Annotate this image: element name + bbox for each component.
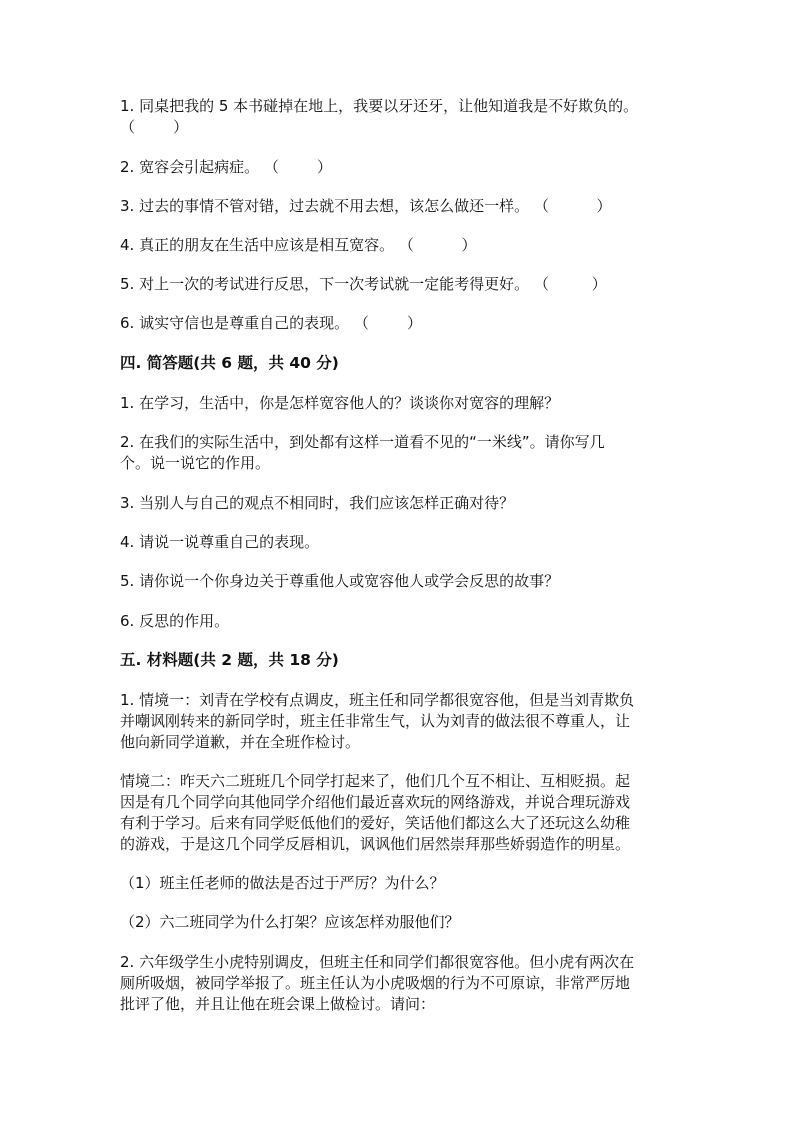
material-2-line-3: 批评了他，并且让他在班会课上做检讨。请问：	[120, 995, 436, 1013]
short-answer-question-4: 4. 请说一说尊重自己的表现。	[120, 533, 320, 551]
material-1-line-3: 他向新同学道歉，并在全班作检讨。	[120, 733, 361, 751]
section-heading-short-answer: 四. 简答题(共 6 题，共 40 分)	[120, 354, 339, 372]
answer-blank[interactable]: （ ）	[353, 314, 423, 332]
judgement-text: 4. 真正的朋友在生活中应该是相互宽容。	[120, 236, 395, 254]
judgement-item-1	[120, 96, 680, 116]
short-answer-question-6: 6. 反思的作用。	[120, 612, 230, 630]
judgement-item-2	[120, 157, 680, 177]
answer-blank[interactable]: （ ）	[120, 118, 189, 136]
judgement-item-3	[120, 196, 680, 216]
material-1-line-2: 并嘲讽刚转来的新同学时，班主任非常生气，认为刘青的做法很不尊重人，让	[120, 712, 631, 730]
judgement-text: 3. 过去的事情不管对错，过去就不用去想，该怎么做还一样。	[120, 197, 530, 215]
answer-blank[interactable]: （ ）	[533, 275, 607, 293]
judgement-item-4	[120, 235, 680, 255]
judgement-text: 6. 诚实守信也是尊重自己的表现。	[120, 314, 350, 332]
judgement-item-1-blank	[120, 117, 680, 137]
short-answer-question-2-cont: 个。说一说它的作用。	[120, 454, 271, 472]
short-answer-question-5: 5. 请你说一个你身边关于尊重他人或宽容他人或学会反思的故事？	[120, 572, 560, 590]
answer-blank[interactable]: （ ）	[533, 197, 612, 215]
short-answer-question-3: 3. 当别人与自己的观点不相同时，我们应该怎样正确对待？	[120, 494, 515, 512]
judgement-text: 1. 同桌把我的 5 本书碰掉在地上，我要以牙还牙，让他知道我是不好欺负的。	[120, 97, 639, 115]
material-1-line-1: 1. 情境一：刘青在学校有点调皮，班主任和同学都很宽容他，但是当刘青欺负	[120, 691, 635, 709]
judgement-item-6	[120, 313, 680, 333]
short-answer-question-2: 2. 在我们的实际生活中，到处都有这样一道看不见的“一米线”。请你写几	[120, 433, 605, 451]
judgement-text: 2. 宽容会引起病症。	[120, 158, 260, 176]
scenario-2-line-4: 的游戏，于是这几个同学反唇相讥，讽讽他们居然崇拜那些娇弱造作的明星。	[120, 835, 631, 853]
judgement-text: 5. 对上一次的考试进行反思，下一次考试就一定能考得更好。	[120, 275, 530, 293]
scenario-2-line-3: 有利于学习。后来有同学贬低他们的爱好，笑话他们都这么大了还玩这么幼稚	[120, 814, 631, 832]
sub-question-2: （2）六二班同学为什么打架？应该怎样劝服他们？	[120, 913, 460, 931]
judgement-item-5	[120, 274, 680, 294]
answer-blank[interactable]: （ ）	[263, 158, 333, 176]
answer-blank[interactable]: （ ）	[398, 236, 477, 254]
section-heading-material: 五. 材料题(共 2 题，共 18 分)	[120, 651, 339, 669]
sub-question-1: （1）班主任老师的做法是否过于严厉？为什么？	[120, 874, 445, 892]
material-2-line-2: 厕所吸烟，被同学举报了。班主任认为小虎吸烟的行为不可原谅，非常严厉地	[120, 974, 631, 992]
scenario-2-line-1: 情境二：昨天六二班班几个同学打起来了，他们几个互不相让、互相贬损。起	[120, 772, 631, 790]
short-answer-question-1: 1. 在学习，生活中，你是怎样宽容他人的？谈谈你对宽容的理解？	[120, 394, 560, 412]
material-2-line-1: 2. 六年级学生小虎特别调皮，但班主任和同学们都很宽容他。但小虎有两次在	[120, 953, 635, 971]
scenario-2-line-2: 因是有几个同学向其他同学介绍他们最近喜欢玩的网络游戏，并说合理玩游戏	[120, 793, 631, 811]
